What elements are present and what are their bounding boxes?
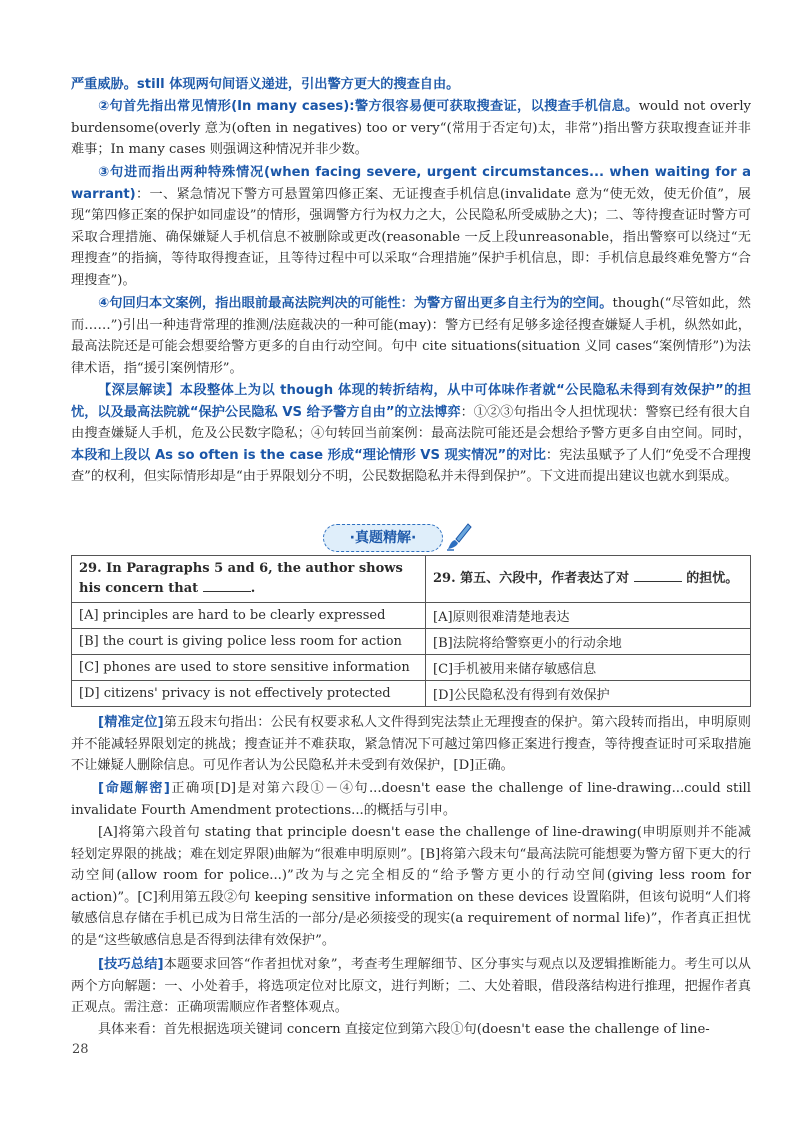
question-cn-tail: 的担忧。 (686, 571, 739, 586)
option-row (72, 681, 751, 707)
body-text: ：①②③句指出令人担忧现状：警察已经有很大自由搜查嫌疑人手机，危及公民数字隐私；④句转回当前案例：最高法院可能还是会想给予警方更多自由空间。同时， (71, 404, 752, 442)
paragraph-1 (71, 74, 751, 96)
body-text: ：宪法虽赋予了人们“免受不合理搜查”的权利，但实际情形却是“由于界限划分不明，公民数据隐私并未得到保护”。下文进而提出建议也就水到渠成。 (71, 447, 751, 485)
highlight-text: 本段和上段以 As so often is the case 形成“理论情形 VS 现实情况”的对比 (71, 447, 546, 463)
body-text: ：一、紧急情况下警方可悬置第四修正案、无证搜查手机信息(invalidate 意为“使无效，使无价值”，展现“第四修正案的保护如同虚设”的情形，强调警方行为权力之大，公民隐私所受威胁之大)；二、等待搜查证时警方可采取合理措施、确保嫌疑人手机信息不被删除或更改(reasonable 一反上段unreasonable，指出警察可以绕过“无理搜查”的指摘，等待取得搜查证，且等待过程中可以采取“合理措施”保护手机信息，即：手机信息最终难免警方“合理搜查”)。 (71, 186, 751, 288)
option-en: [A] principles are hard to be clearly expressed (72, 603, 426, 629)
body-text: 本题要求回答“作者担忧对象”，考查考生理解细节、区分事实与观点以及逻辑推断能力。考生可以从两个方向解题：一、小处着手，将选项定位对比原文，进行判断；二、大处着眼，借段落结构进行推理，把握作者真正观点。需注意：正确项需顺应作者整体观点。 (71, 957, 751, 1016)
page-number: 28 (72, 1042, 89, 1057)
option-row (72, 603, 751, 629)
highlight-text: 严重威胁。still 体现两句间语义递进，引出警方更大的搜查自由。 (71, 77, 460, 92)
question-en-text: 29. In Paragraphs 5 and 6, the author shows his concern that (79, 561, 403, 596)
section-tag: [精准定位] (98, 715, 164, 730)
body-text: though(“尽管如此，然而……”)引出一种违背常理的推测/法庭裁决的一种可能(may)：警方已经有足够多途径搜查嫌疑人手机，纵然如此，最高法院还是可能会想要给警方更多的自由行动空间。句中 cite situations(situation 义同 cases“案例情形”)为法律术语，指“援引案例情形”。 (71, 296, 751, 376)
option-en: [D] citizens' privacy is not effectively protected (72, 681, 426, 707)
paragraph-5 (71, 380, 751, 488)
body-text: 第五段末句指出：公民有权要求私人文件得到宪法禁止无理搜查的保护。第六段转而指出，申明原则并不能减轻界限划定的挑战；搜查证并不难获取，紧急情况下可越过第四修正案进行搜查，等待搜查证时可采取措施不让嫌疑人删除信息。可见作者认为公民隐私并未受到有效保护，[D]正确。 (71, 715, 751, 774)
highlight-text: 本段整体上为以 though 体现的转折结构，从中可体味作者就“公民隐私未得到有效保护”的担忧，以及最高法院就“保护公民隐私 VS 给予警方自由”的立法博弈 (71, 383, 752, 420)
highlight-text: ③句进而指出两种特殊情况(when facing severe, urgent circumstances... when waiting for a warrant) (71, 165, 751, 202)
paragraph-4 (71, 293, 751, 379)
paragraph-locate (71, 712, 751, 777)
body-text: 正确项[D]是对第六段①－④句...doesn't ease the challenge of line-drawing...could still invalidate Fourth Amendment protections...的概括与引申。 (71, 781, 751, 818)
brush-icon (446, 522, 472, 552)
option-row (72, 629, 751, 655)
section-tag: [命题解密] (98, 781, 170, 796)
option-en: [B] the court is giving police less room for action (72, 629, 426, 655)
question-header-row (72, 556, 751, 603)
answer-blank (634, 569, 682, 582)
body-text: would not overly burdensome(overly 意为(often in negatives) too or very“(常用于否定句)太，非常”)指出警方获取搜查证并非难事；In many cases 则强调这种情况并非少数。 (71, 99, 752, 158)
section-banner (0, 520, 800, 554)
question-en: 29. In Paragraphs 5 and 6, the author shows his concern that . (72, 556, 426, 603)
paragraph-analysis (71, 822, 751, 952)
option-cn: [D]公民隐私没有得到有效保护 (426, 681, 751, 707)
paragraph-3 (71, 162, 751, 292)
body-text: 具体来看：首先根据选项关键词 concern 直接定位到第六段①句(doesn't ease the challenge of line- (98, 1022, 710, 1037)
section-tag: [技巧总结] (98, 957, 164, 972)
option-cn: [C]手机被用来储存敏感信息 (426, 655, 751, 681)
option-cn: [A]原则很难清楚地表达 (426, 603, 751, 629)
question-cn-text: 29. 第五、六段中，作者表达了对 (433, 571, 630, 586)
highlight-text: ②句首先指出常见情形(In many cases):警方很容易便可获取搜查证，以搜查手机信息。 (98, 99, 639, 114)
paragraph-decode (71, 778, 751, 821)
paragraph-2 (71, 96, 751, 161)
paragraph-tips (71, 954, 751, 1019)
body-text: [A]将第六段首句 stating that principle doesn't ease the challenge of line-drawing(申明原则并不能减轻划定界限的挑战；难在划定界限)曲解为“很难申明原则”。[B]将第六段末句“最高法院可能想要为警方留下更大的行动空间(allow room for police...)”改为与之完全相反的“给予警方更小的行动空间(giving less room for action)”。[C]利用第五段②句 keeping sensitive information on these devices 设置陷阱，但该句说明“人们将敏感信息存储在手机已成为日常生活的一部分/是必须接受的现实(a requirement of normal life)”，作者真正担忧的是“这些敏感信息是否得到法律有效保护”。 (71, 825, 751, 948)
question-cn (426, 556, 751, 603)
option-en: [C] phones are used to store sensitive information (72, 655, 426, 681)
highlight-text: ④句回归本文案例，指出眼前最高法院判决的可能性：为警方留出更多自主行为的空间。 (98, 296, 613, 311)
option-row (72, 655, 751, 681)
option-cn: [B]法院将给警察更小的行动余地 (426, 629, 751, 655)
question-table (71, 555, 751, 707)
answer-blank (203, 579, 251, 592)
section-tag: 【深层解读】 (98, 383, 180, 398)
paragraph-detail (71, 1019, 751, 1041)
banner-label: ·真题精解· (323, 524, 443, 552)
